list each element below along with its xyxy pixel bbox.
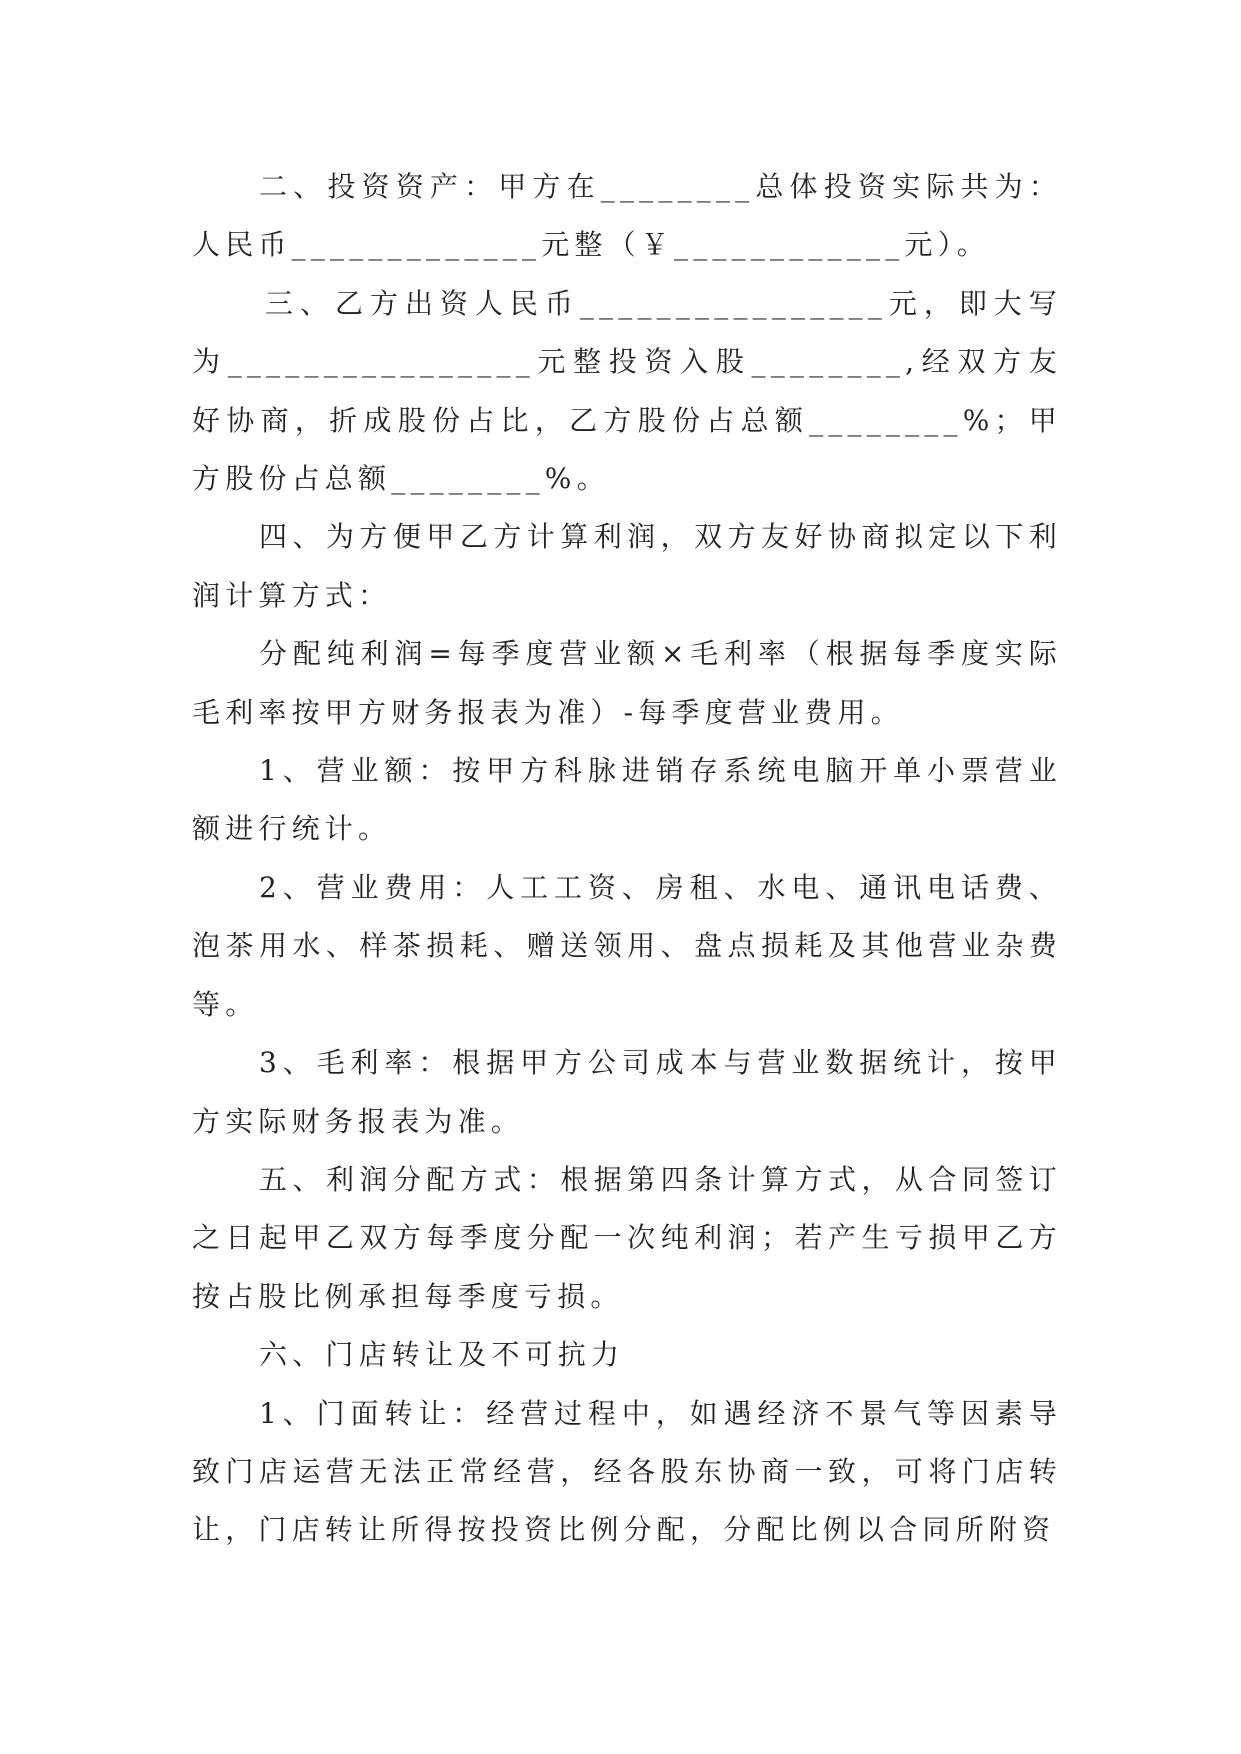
clause-six-heading: 六、门店转让及不可抗力 bbox=[259, 1338, 625, 1372]
item-operating-expenses: 2、营业费用：人工工资、房租、水电、通讯电话费、泡茶用水、样茶损耗、赠送领用、盘点损耗及其他营业杂费等。 bbox=[192, 870, 1062, 1021]
profit-formula: 分配纯利润=每季度营业额×毛利率（根据每季度实际毛利率按甲方财务报表为准）-每季度营业费用。 bbox=[192, 637, 1062, 729]
clause-two-investment-assets: 二、投资资产：甲方在________总体投资实际共为：人民币_____________元整（￥____________元）。 bbox=[192, 170, 1062, 262]
clause-four-profit-calculation: 四、为方便甲乙方计算利润，双方友好协商拟定以下利润计算方式： bbox=[192, 520, 1062, 612]
clause-five-profit-distribution: 五、利润分配方式：根据第四条计算方式，从合同签订之日起甲乙双方每季度分配一次纯利润；若产生亏损甲乙方按占股比例承担每季度亏损。 bbox=[192, 1162, 1062, 1313]
item-storefront-transfer: 1、门面转让：经营过程中，如遇经济不景气等因素导致门店运营无法正常经营，经各股东协商一致，可将门店转让，门店转让所得按投资比例分配，分配比例以合同所附资 bbox=[192, 1396, 1062, 1547]
clause-three-party-b-capital: 三、乙方出资人民币________________元，即大写为________________元整投资入股________,经双方友好协商，折成股份占比，乙方股份占总额________%；甲方股份占总额________%。 bbox=[192, 286, 1062, 496]
item-revenue: 1、营业额：按甲方科脉进销存系统电脑开单小票营业额进行统计。 bbox=[192, 754, 1062, 846]
document-page bbox=[192, 158, 1062, 1560]
item-gross-margin: 3、毛利率：根据甲方公司成本与营业数据统计，按甲方实际财务报表为准。 bbox=[192, 1046, 1062, 1138]
